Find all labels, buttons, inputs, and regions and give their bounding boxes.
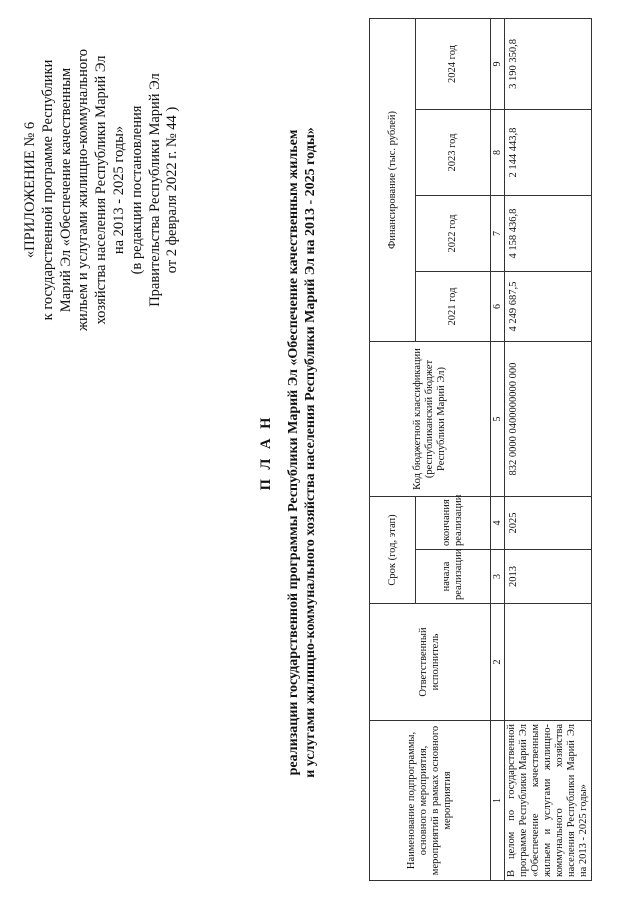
column-number: 4 xyxy=(491,497,505,550)
column-number: 7 xyxy=(491,196,505,272)
appendix-line: «ПРИЛОЖЕНИЕ № 6 xyxy=(22,121,38,259)
header-executor: Ответственный исполнитель xyxy=(370,604,491,721)
subtitle-line: реализации государственной программы Республики Марий Эл «Обеспечение качественным жильем xyxy=(286,129,301,776)
subtitle-line: и услугами жилищно-коммунального хозяйства населения Республики Марий Эл на 2013 - 2025 годы» xyxy=(302,127,318,778)
appendix-line: жильем и услугами жилищно-коммунального xyxy=(75,48,92,332)
appendix-line: Марий Эл «Обеспечение качественным xyxy=(57,67,74,313)
row-name: В целом по государственной программе Республики Марий Эл «Обеспечение качественным жильем и услугами жилищно-коммунального хозяйства населения Республики Марий Эл на 2013 - 2025 годы» xyxy=(505,721,592,881)
appendix-line: Правительства Республики Марий Эл xyxy=(146,73,163,307)
header-budget-code: Код бюджетной классификации (республиканский бюджет Республики Марий Эл) xyxy=(370,342,491,497)
appendix-line: к государственной программе Республики xyxy=(39,59,56,321)
column-number: 1 xyxy=(491,721,505,881)
column-number: 9 xyxy=(491,18,505,109)
row-2023: 2 144 443,8 xyxy=(505,110,592,196)
column-number: 8 xyxy=(491,110,505,196)
column-number: 2 xyxy=(491,604,505,721)
header-period-start: начала реализации xyxy=(416,550,491,604)
header-year-2024: 2024 год xyxy=(416,18,491,109)
column-number-row xyxy=(491,18,505,880)
row-end: 2025 xyxy=(505,497,592,550)
column-number: 5 xyxy=(491,342,505,497)
appendix-line: от 2 февраля 2022 г. № 44 ) xyxy=(164,106,181,274)
plan-table xyxy=(369,18,592,881)
row-2022: 4 158 436,8 xyxy=(505,196,592,272)
header-name: Наименование подпрограммы, основного мероприятия, мероприятий в рамках основного мероприятия xyxy=(370,721,491,881)
row-executor xyxy=(505,604,592,721)
column-number: 6 xyxy=(491,272,505,342)
appendix-line: хозяйства населения Республики Марий Эл xyxy=(93,55,110,325)
appendix-header xyxy=(22,25,182,355)
plan-subtitle xyxy=(286,0,319,905)
header-year-2021: 2021 год xyxy=(416,272,491,342)
header-period: Срок (год, этап) xyxy=(370,497,416,604)
plan-title: П Л А Н xyxy=(258,414,274,491)
row-2024: 3 190 350,8 xyxy=(505,18,592,109)
header-row xyxy=(370,18,416,880)
row-budget-code: 832 0000 0400000000 000 xyxy=(505,342,592,497)
appendix-line: на 2013 - 2025 годы» xyxy=(110,125,127,255)
header-year-2022: 2022 год xyxy=(416,196,491,272)
header-year-2023: 2023 год xyxy=(416,110,491,196)
row-2021: 4 249 687,5 xyxy=(505,272,592,342)
header-financing: Финансирование (тыс. рублей) xyxy=(370,18,416,341)
appendix-line: (в редакции постановления xyxy=(128,105,145,275)
table-row xyxy=(505,18,592,880)
row-start: 2013 xyxy=(505,550,592,604)
column-number: 3 xyxy=(491,550,505,604)
header-period-end: окончания реализации xyxy=(416,497,491,550)
